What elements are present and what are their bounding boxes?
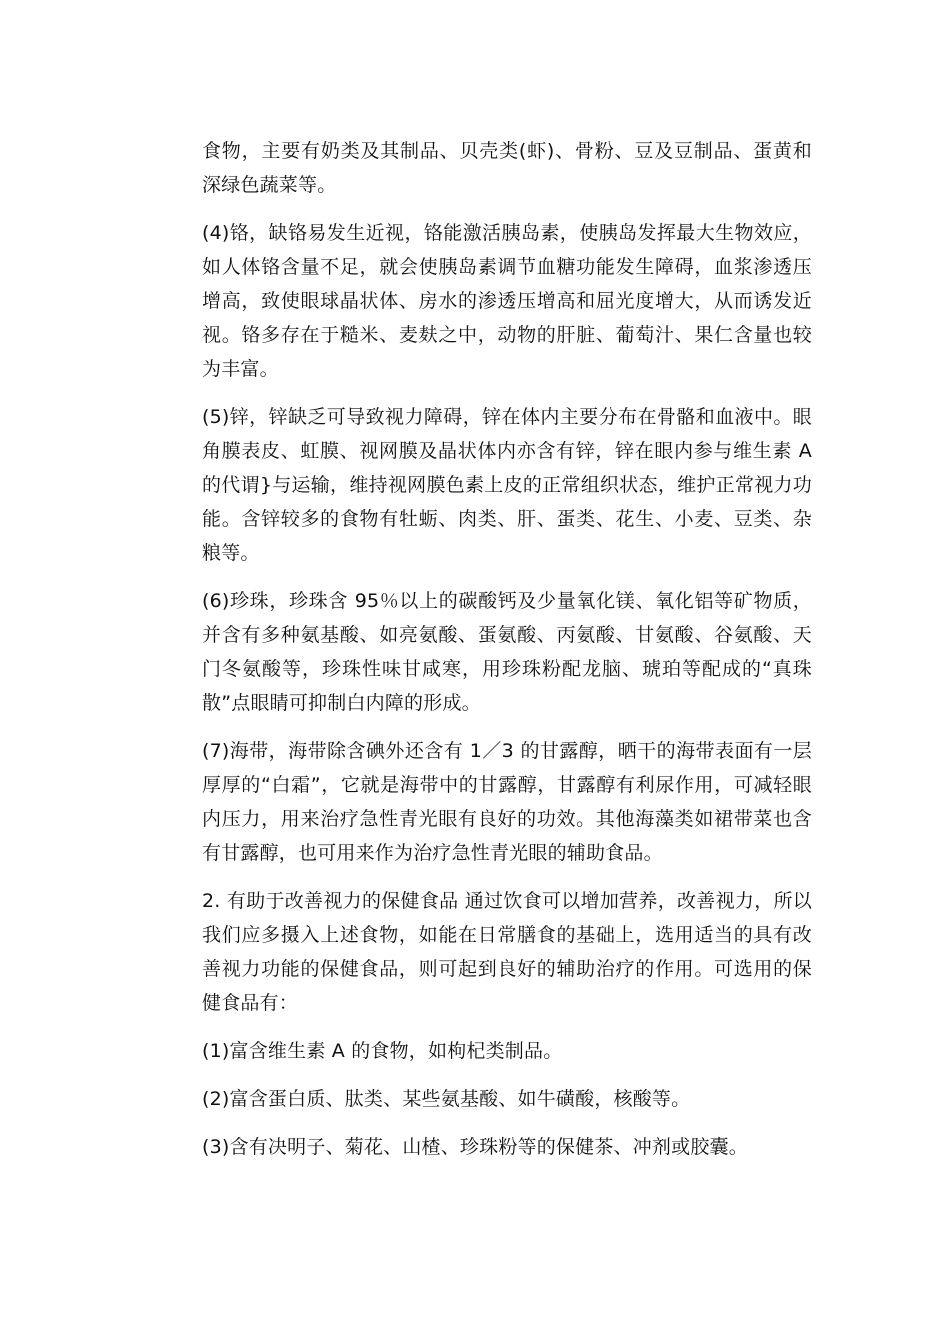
paragraph-food-sources: 食物，主要有奶类及其制品、贝壳类(虾)、骨粉、豆及豆制品、蛋黄和深绿色蔬菜等。 — [202, 140, 812, 196]
paragraph-item-3: (3)含有决明子、菊花、山楂、珍珠粉等的保健茶、冲剂或胶囊。 — [202, 1136, 748, 1158]
paragraph-item-2: (2)富含蛋白质、肽类、某些氨基酸、如牛磺酸，核酸等。 — [202, 1088, 691, 1110]
paragraph-pearl: (6)珍珠，珍珠含 95％以上的碳酸钙及少量氧化镁、氧化铝等矿物质，并含有多种氨基酸、如亮氨酸、蛋氨酸、丙氨酸、甘氨酸、谷氨酸、天门冬氨酸等，珍珠性味甘咸寒，用珍珠粉配龙脑、琥珀等配成的“真珠散”点眼睛可抑制白内障的形成。 — [202, 590, 812, 714]
document-body — [202, 134, 812, 1178]
paragraph-zinc: (5)锌，锌缺乏可导致视力障碍，锌在体内主要分布在骨骼和血液中。眼角膜表皮、虹膜、视网膜及晶状体内亦含有锌，锌在眼内参与维生素 A 的代谓}与运输，维持视网膜色素上皮的正常组织状态，维护正常视力功能。含锌较多的食物有牡蛎、肉类、肝、蛋类、花生、小麦、豆类、杂粮等。 — [202, 406, 812, 564]
paragraph-item-1: (1)富含维生素 A 的食物，如枸杞类制品。 — [202, 1040, 563, 1062]
paragraph-chromium: (4)铬，缺铬易发生近视，铬能激活胰岛素，使胰岛发挥最大生物效应，如人体铬含量不足，就会使胰岛素调节血糖功能发生障碍，血浆渗透压增高，致使眼球晶状体、房水的渗透压增高和屈光度增大，从而诱发近视。铬多存在于糙米、麦麸之中，动物的肝脏、葡萄汁、果仁含量也较为丰富。 — [202, 222, 812, 380]
paragraph-health-foods: 2. 有助于改善视力的保健食品 通过饮食可以增加营养，改善视力，所以我们应多摄入上述食物，如能在日常膳食的基础上，选用适当的具有改善视力功能的保健食品，则可起到良好的辅助治疗的作用。可选用的保健食品有： — [202, 890, 812, 1014]
paragraph-kelp: (7)海带，海带除含碘外还含有 1／3 的甘露醇，晒干的海带表面有一层厚厚的“白霜”，它就是海带中的甘露醇，甘露醇有利尿作用，可减轻眼内压力，用来治疗急性青光眼有良好的功效。其他海藻类如裙带菜也含有甘露醇，也可用来作为治疗急性青光眼的辅助食品。 — [202, 740, 812, 864]
